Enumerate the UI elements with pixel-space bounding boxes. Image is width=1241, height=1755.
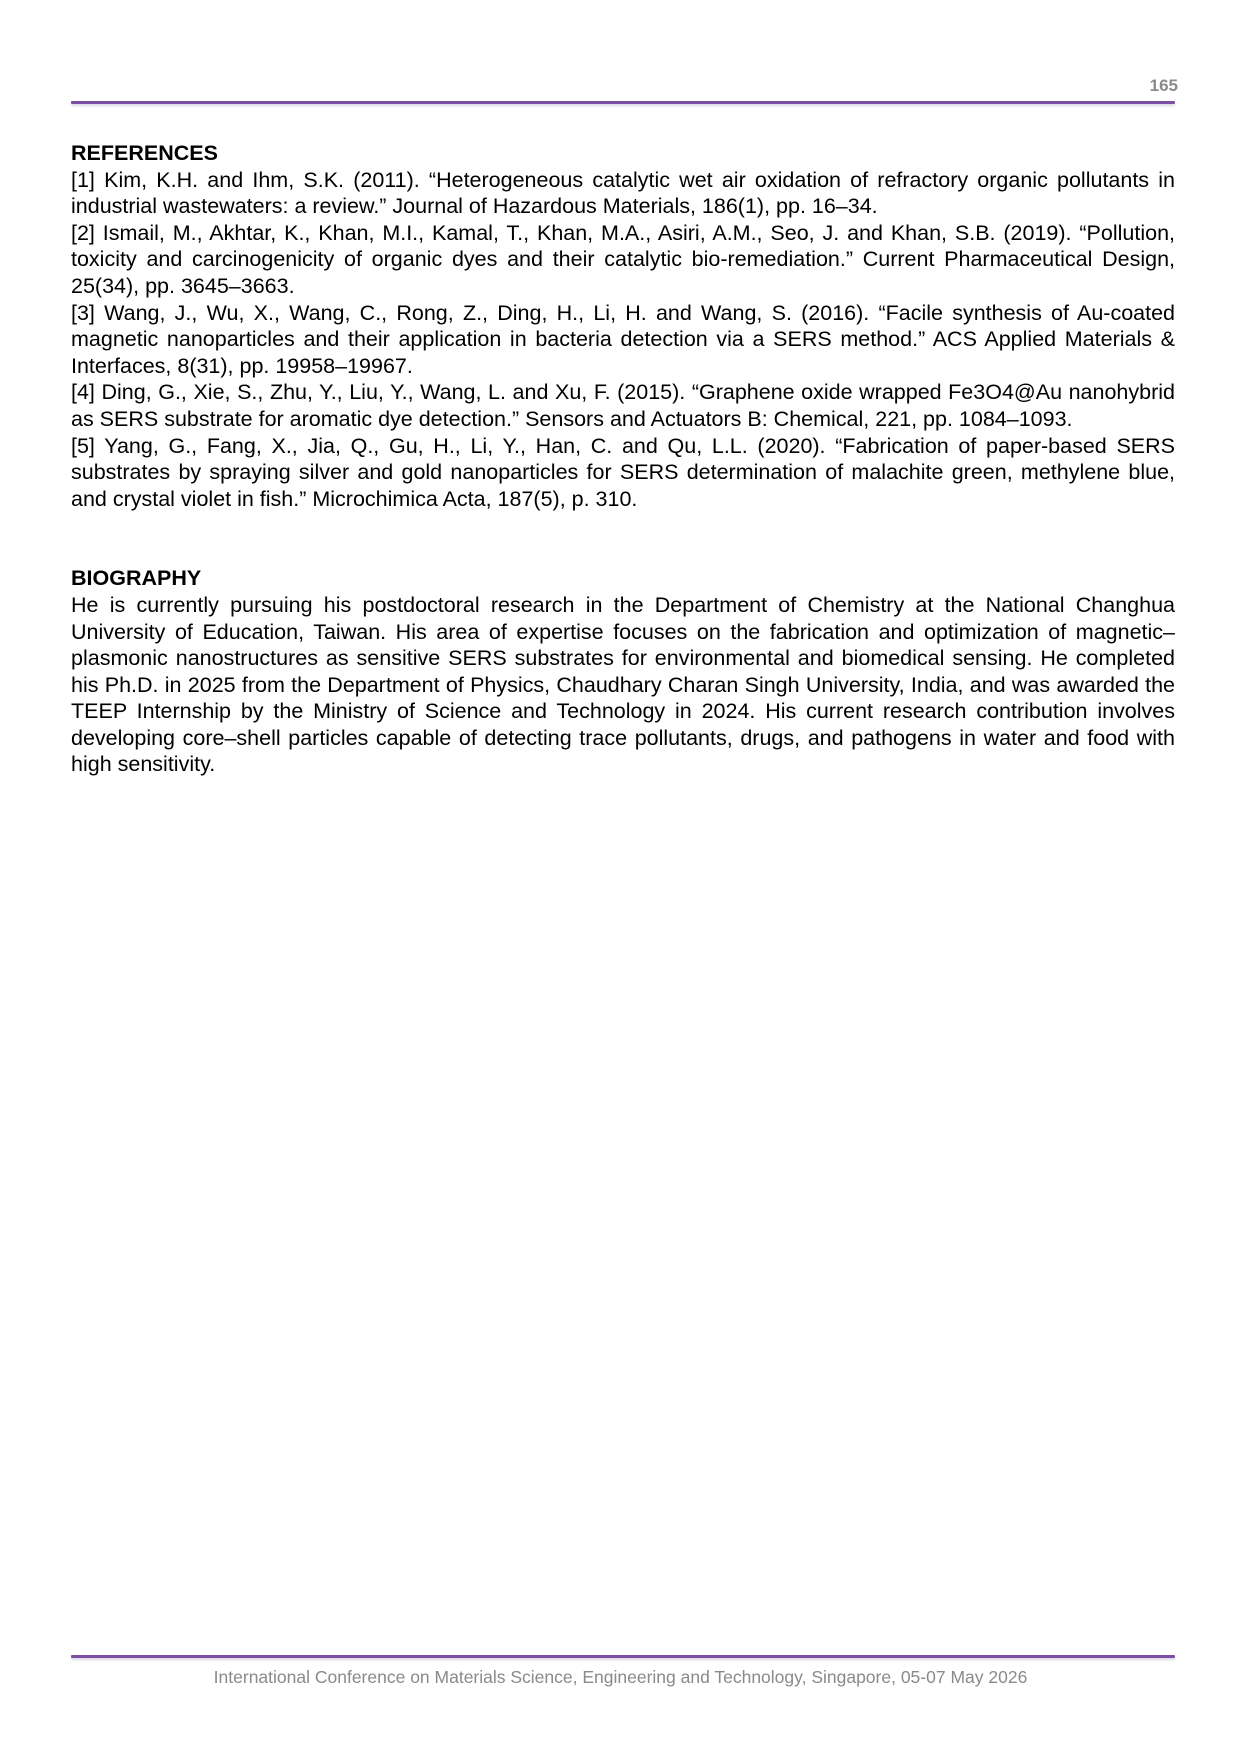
footer-divider — [71, 1655, 1175, 1658]
header-divider — [71, 101, 1175, 104]
page-number: 165 — [1149, 76, 1178, 95]
reference-item: [2] Ismail, M., Akhtar, K., Khan, M.I., Kamal, T., Khan, M.A., Asiri, A.M., Seo, J. and Khan, S.B. (2019). “Pollution, toxicity and carcinogenicity of organic dyes and their catalytic bio-remediation.” Current Pharmaceutical Design, 25(34), pp. 3645–3663. — [71, 220, 1175, 298]
biography-text: He is currently pursuing his postdoctoral research in the Department of Chemistry at the National Changhua University of Education, Taiwan. His area of expertise focuses on the fabrication and optimization of magnetic–plasmonic nanostructures as sensitive SERS substrates for environmental and biomedical sensing. He completed his Ph.D. in 2025 from the Department of Physics, Chaudhary Charan Singh University, India, and was awarded the TEEP Internship by the Ministry of Science and Technology in 2024. His current research contribution involves developing core–shell particles capable of detecting trace pollutants, drugs, and pathogens in water and food with high sensitivity. — [71, 592, 1175, 777]
reference-item: [5] Yang, G., Fang, X., Jia, Q., Gu, H., Li, Y., Han, C. and Qu, L.L. (2020). “Fabrication of paper-based SERS substrates by spraying silver and gold nanoparticles for SERS determination of malachite green, methylene blue, and crystal violet in fish.” Microchimica Acta, 187(5), p. 310. — [71, 433, 1175, 511]
references-heading: REFERENCES — [71, 141, 218, 165]
biography-heading: BIOGRAPHY — [71, 566, 202, 591]
section-spacer — [71, 512, 1175, 565]
conference-footer: International Conference on Materials Science, Engineering and Technology, Singapore, 05-07 May 2026 — [213, 1667, 1028, 1687]
page-body — [71, 140, 1175, 778]
reference-item: [1] Kim, K.H. and Ihm, S.K. (2011). “Heterogeneous catalytic wet air oxidation of refractory organic pollutants in industrial wastewaters: a review.” Journal of Hazardous Materials, 186(1), pp. 16–34. — [71, 167, 1175, 219]
reference-item: [3] Wang, J., Wu, X., Wang, C., Rong, Z., Ding, H., Li, H. and Wang, S. (2016). “Facile synthesis of Au-coated magnetic nanoparticles and their application in bacteria detection via a SERS method.” ACS Applied Materials & Interfaces, 8(31), pp. 19958–19967. — [71, 300, 1175, 378]
reference-item: [4] Ding, G., Xie, S., Zhu, Y., Liu, Y., Wang, L. and Xu, F. (2015). “Graphene oxide wrapped Fe3O4@Au nanohybrid as SERS substrate for aromatic dye detection.” Sensors and Actuators B: Chemical, 221, pp. 1084–1093. — [71, 380, 1175, 431]
references-list — [71, 167, 1175, 513]
